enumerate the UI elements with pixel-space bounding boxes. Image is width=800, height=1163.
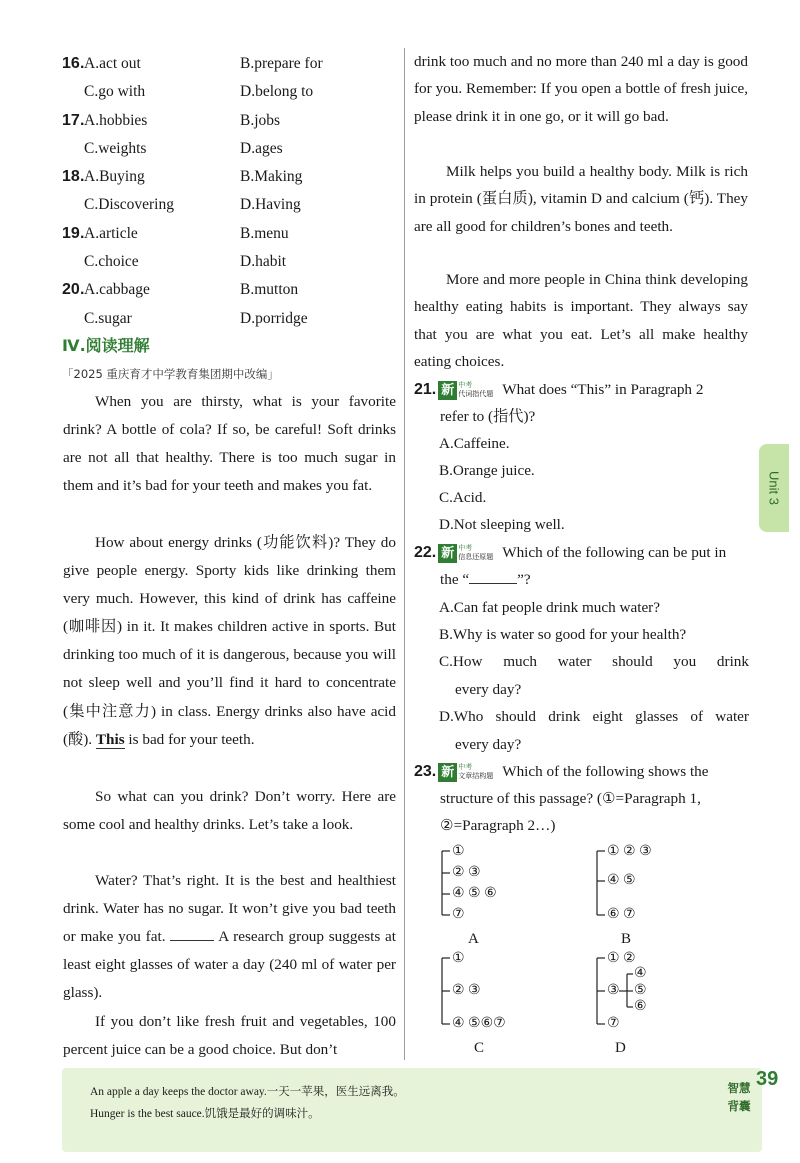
node: ② ③ <box>452 983 481 998</box>
diagram-letter: C <box>474 1040 485 1056</box>
question-number: 22. <box>414 544 437 561</box>
paragraph-4-end: A research group suggests at least eight glasses of water a day (240 ml of water per glass). <box>63 928 396 1002</box>
quote-open: the “ <box>440 571 470 588</box>
q22-option-d <box>439 703 749 730</box>
node: ⑥ <box>634 999 647 1014</box>
diagram-letter: A <box>468 931 479 947</box>
question-number: 17 <box>62 111 80 129</box>
option-d: D.ages <box>240 139 283 157</box>
tag-bottom: 信息还原题 <box>458 553 494 562</box>
paragraph-3: So what can you drink? Don’t worry. Here are some cool and healthy drinks. Let’s take a look. <box>63 788 396 834</box>
unit-tab <box>759 444 789 532</box>
answer-blank <box>170 926 214 941</box>
paragraph-5: If you don’t like fresh fruit and vegetables, 100 percent juice can be a good choice. But don’t <box>63 1013 396 1059</box>
word: should <box>612 653 653 670</box>
option-c: C.Discovering <box>84 196 174 214</box>
q21-option-a: A.Caffeine. <box>439 435 510 452</box>
paragraph-6: Milk helps you build a healthy body. Milk is rich in protein (蛋白质), vitamin D and calcium (钙). They are all good for children’s bones and teeth. <box>414 163 748 235</box>
underlined-this: This <box>95 730 125 748</box>
proverb-2: Hunger is the best sauce.饥饿是最好的调味汁。 <box>90 1108 320 1120</box>
word: you <box>673 653 697 670</box>
unit-label: Unit 3 <box>766 471 782 505</box>
q21-option-b: B.Orange juice. <box>439 462 535 479</box>
diagram-d <box>593 950 713 1060</box>
q22-option-a: A.Can fat people drink much water? <box>439 599 660 616</box>
diagram-c <box>438 950 558 1060</box>
option-a: A.hobbies <box>84 111 148 129</box>
question-22 <box>414 539 726 566</box>
word: D.Who <box>439 708 484 725</box>
question-number: 21. <box>414 381 437 398</box>
option-row <box>62 135 402 163</box>
option-d: D.porridge <box>240 309 308 327</box>
options-list <box>62 50 402 333</box>
option-row: 19 . A.article B.menu <box>62 220 402 248</box>
word: drink <box>716 653 749 670</box>
question-21 <box>414 376 703 403</box>
tag-bottom: 代词指代题 <box>458 390 494 399</box>
q22-option-c-cont: every day? <box>455 681 522 698</box>
question-text-line: structure of this passage? (①=Paragraph 1, <box>440 790 701 807</box>
badge-line-2: 背囊 <box>727 1099 751 1113</box>
node: ① <box>452 951 465 966</box>
word: of <box>690 708 704 725</box>
diagram-letter: B <box>621 931 632 947</box>
column-divider <box>404 48 405 1060</box>
question-text: What does “This” in Paragraph 2 <box>502 381 704 398</box>
question-text: Which of the following can be put in <box>502 544 727 561</box>
question-text-line <box>440 566 531 593</box>
option-b: B.Making <box>240 168 303 186</box>
word: drink <box>548 708 581 725</box>
word: water <box>715 708 749 725</box>
badge-line-1: 智慧 <box>727 1081 751 1095</box>
proverb-1: An apple a day keeps the doctor away.一天一苹果，医生远离我。 <box>90 1086 405 1098</box>
tag-top: 中考 <box>458 544 473 553</box>
option-row <box>62 191 402 219</box>
question-text-line: refer to (指代)? <box>440 408 536 425</box>
tag-badge <box>438 763 498 782</box>
node: ① <box>452 844 465 859</box>
option-a: A.article <box>84 224 138 242</box>
option-d: D.habit <box>240 253 287 271</box>
option-c: C.go with <box>84 83 146 101</box>
paragraph-7: More and more people in China think developing healthy eating habits is important. They always say that you are what you eat. Let’s all make healthy eating choices. <box>414 271 748 370</box>
question-23 <box>414 758 709 785</box>
tag-top: 中考 <box>458 763 473 772</box>
option-d: D.Having <box>240 196 301 214</box>
footer-proverbs <box>62 1068 762 1152</box>
option-d: D.belong to <box>240 83 314 101</box>
option-c: C.choice <box>84 253 139 271</box>
diagram-b <box>593 843 713 953</box>
question-number: 23. <box>414 763 437 780</box>
tag-top: 中考 <box>458 381 473 390</box>
option-row <box>62 78 402 106</box>
question-number: 16 <box>62 55 80 72</box>
node: ④ ⑤ ⑥ <box>452 886 497 901</box>
q21-option-c: C.Acid. <box>439 489 487 506</box>
node: ④ ⑤⑥⑦ <box>452 1016 506 1031</box>
option-row: 20 . A.cabbage B.mutton <box>62 276 402 304</box>
paragraph-2-end: is bad for your teeth. <box>128 730 255 748</box>
question-text: Which of the following shows the <box>502 763 709 780</box>
q22-option-d-cont: every day? <box>455 736 522 753</box>
quote-close: ”? <box>517 571 531 588</box>
node: ⑦ <box>452 907 465 922</box>
node: ① ② <box>607 951 636 966</box>
option-row <box>62 305 402 333</box>
paragraph-1: When you are thirsty, what is your favorite drink? A bottle of cola? If so, be careful! Soft drinks are not all that healthy. There is too much sugar in them and it’s bad for your teeth and makes you fat. <box>63 393 396 495</box>
q22-option-c <box>439 648 749 675</box>
xin-icon: 新 <box>438 381 457 400</box>
tag-badge <box>438 381 498 400</box>
option-a: A.cabbage <box>84 281 150 299</box>
option-b: B.jobs <box>240 111 281 129</box>
word: C.How <box>439 653 483 670</box>
node: ⑤ <box>634 983 647 998</box>
paragraph-4-text: Water? That’s right. It is the best and healthiest drink. Water has no sugar. It won’t give you bad teeth or make you fat. <box>63 872 396 946</box>
source-label: 「2025 重庆育才中学教育集团期中改编」 <box>62 367 279 381</box>
xin-icon: 新 <box>438 544 457 563</box>
node: ⑦ <box>607 1016 620 1031</box>
option-row: 17 . A.hobbies B.jobs <box>62 107 402 135</box>
section-title: Ⅳ.阅读理解 <box>62 336 150 355</box>
tag-bottom: 文章结构题 <box>458 772 494 781</box>
word: much <box>503 653 537 670</box>
option-c: C.sugar <box>84 309 132 327</box>
option-c: C.weights <box>84 139 147 157</box>
option-row: 18 . A.Buying B.Making <box>62 163 402 191</box>
word: should <box>495 708 537 725</box>
diagram-a <box>438 843 558 953</box>
paragraph-2-text: How about energy drinks (功能饮料)? They do give people energy. Sporty kids like drinking them very much. However, this kind of drink has caffeine (咖啡因) in it. It makes children active in sports. But drinking too much of it is dangerous, because you will not sleep well and you’ll find it hard to concentrate (集中注意力) in class. Energy drinks also have acid (酸). <box>63 534 396 748</box>
node: ④ ⑤ <box>607 873 636 888</box>
word: eight <box>592 708 623 725</box>
option-b: B.prepare for <box>240 55 323 72</box>
page-number: 39 <box>756 1068 779 1090</box>
node: ② ③ <box>452 865 481 880</box>
option-row <box>62 248 402 276</box>
xin-icon: 新 <box>438 763 457 782</box>
paragraph-4 <box>63 867 396 1007</box>
node: ③ <box>607 983 620 998</box>
option-row: 16 . A.act out B.prepare for <box>62 50 402 78</box>
option-b: B.mutton <box>240 281 299 299</box>
word: glasses <box>635 708 679 725</box>
option-a: A.act out <box>84 55 141 72</box>
diagram-letter: D <box>615 1040 626 1056</box>
question-number: 19 <box>62 224 80 242</box>
word: water <box>557 653 592 670</box>
q21-option-d: D.Not sleeping well. <box>439 516 565 533</box>
answer-blank <box>469 569 517 584</box>
node: ① ② ③ <box>607 844 652 859</box>
question-number: 18 <box>62 168 80 186</box>
option-a: A.Buying <box>84 168 145 186</box>
tag-badge <box>438 544 498 563</box>
option-b: B.menu <box>240 224 289 242</box>
node: ⑥ ⑦ <box>607 907 636 922</box>
q22-option-b: B.Why is water so good for your health? <box>439 626 687 643</box>
question-number: 20 <box>62 281 80 299</box>
node: ④ <box>634 966 647 981</box>
paragraph-5-continued: drink too much and no more than 240 ml a day is good for you. Remember: If you open a bottle of fresh juice, please drink it in one go, or it will go bad. <box>414 53 748 125</box>
wisdom-badge <box>722 1078 756 1122</box>
question-text-line: ②=Paragraph 2…) <box>440 817 556 834</box>
paragraph-2 <box>63 529 396 754</box>
